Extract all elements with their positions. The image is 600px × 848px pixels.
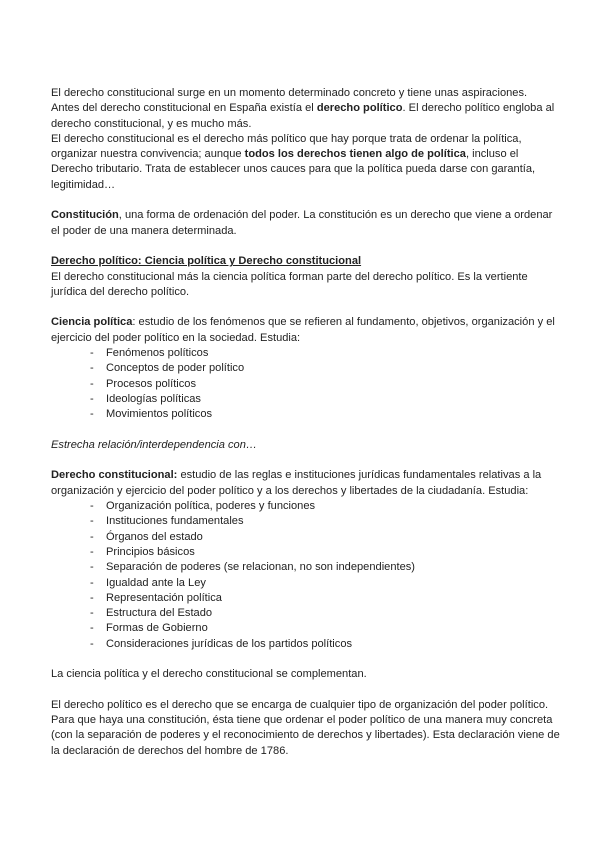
derecho-constitucional-text: estudio de las reglas e instituciones jurídicas fundamentales relativas a la organización y ejercicio del poder político y a los derechos y libertades de la ciudadanía. Estudia: (51, 469, 542, 497)
document-page (51, 86, 561, 759)
list-item: - Consideraciones jurídicas de los partidos políticos (51, 637, 561, 652)
section-paragraph: El derecho constitucional más la ciencia política forman parte del derecho político. Es la vertiente jurídica del derecho político. (51, 270, 528, 298)
derecho-constitucional-term: Derecho constitucional: (51, 469, 178, 482)
list-item: - Instituciones fundamentales (51, 514, 561, 529)
list-item: - Principios básicos (51, 545, 561, 560)
ciencia-politica-term: Ciencia política (51, 316, 133, 329)
list-item: - Separación de poderes (se relacionan, no son independientes) (51, 560, 561, 575)
todos-derechos-emphasis: todos los derechos tienen algo de política (244, 148, 466, 161)
derecho-constitucional-paragraph (51, 468, 561, 499)
list-item: - Estructura del Estado (51, 606, 561, 621)
ciencia-politica-list (51, 346, 561, 422)
intro-paragraph-1: El derecho constitucional surge en un momento determinado concreto y tiene unas aspiraciones. (51, 87, 528, 99)
constitucion-paragraph (51, 208, 561, 239)
list-item: - Órganos del estado (51, 530, 561, 545)
intro-paragraph-2-text-b: . El derecho político engloba al derecho constitucional, y es mucho más. (51, 102, 555, 130)
ciencia-politica-paragraph (51, 315, 561, 346)
intro-paragraph-2-text-a: Antes del derecho constitucional en España existía el (51, 102, 317, 115)
intro-paragraph-3-text-a: El derecho constitucional es el derecho más político que hay porque trata de ordenar la política, organizar nuestra convivencia; aunque (51, 132, 522, 161)
section-heading: Derecho político: Ciencia política y Derecho constitucional (51, 255, 362, 268)
closing-paragraph: El derecho político es el derecho que se encarga de cualquier tipo de organización del poder político. Para que haya una constitución, ésta tiene que ordenar el poder político de una manera muy concreta (con la separación de poderes y el reconocimiento de derechos y libertades). Esta declaración viene de la declaración de derechos del hombre de 1786. (51, 698, 560, 757)
list-item: - Procesos políticos (51, 377, 561, 392)
complement-paragraph: La ciencia política y el derecho constitucional se complementan. (51, 668, 367, 681)
list-item: - Representación política (51, 591, 561, 606)
intro-paragraph-3 (51, 132, 561, 193)
constitucion-term: Constitución (51, 209, 119, 222)
intro-paragraph-3-text-b: , incluso el Derecho tributario. Trata de establecer unos cauces para que la política pueda darse con garantía, legitimidad… (51, 148, 536, 191)
derecho-politico-term: derecho político (316, 102, 403, 115)
derecho-constitucional-list (51, 499, 561, 652)
ciencia-politica-text: : estudio de los fenómenos que se refieren al fundamento, objetivos, organización y el ejercicio del poder político en la sociedad. Estudia: (51, 316, 555, 344)
constitucion-text: , una forma de ordenación del poder. La constitución es un derecho que viene a ordenar el poder de una manera determinada. (51, 209, 553, 237)
list-item: - Movimientos políticos (51, 407, 561, 422)
list-item: - Formas de Gobierno (51, 621, 561, 636)
intro-paragraph-2 (51, 101, 561, 132)
list-item: - Fenómenos políticos (51, 346, 561, 361)
list-item: - Igualdad ante la Ley (51, 576, 561, 591)
list-item: - Ideologías políticas (51, 392, 561, 407)
list-item: - Organización política, poderes y funciones (51, 499, 561, 514)
list-item: - Conceptos de poder político (51, 361, 561, 376)
relacion-note: Estrecha relación/interdependencia con… (51, 438, 257, 451)
